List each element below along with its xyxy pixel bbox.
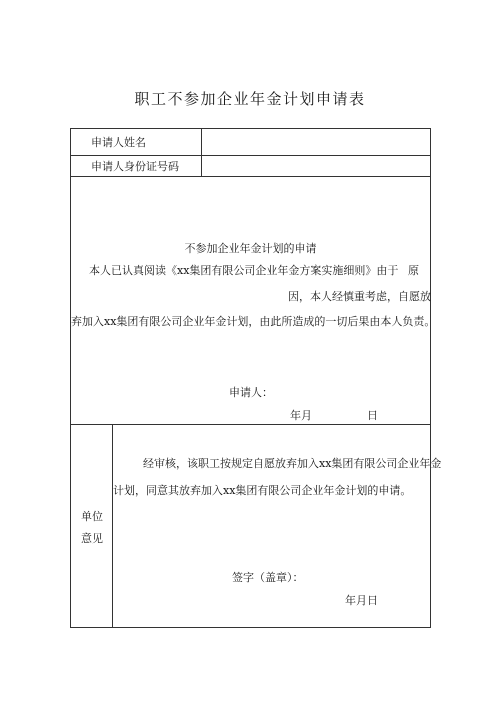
page-title: 职工不参加企业年金计划申请表: [134, 90, 366, 108]
unit-opinion-line-2: 计划，同意其放弃加入xx集团有限公司企业年金计划的申请。: [113, 484, 412, 497]
unit-label-line-2: 意见: [81, 532, 103, 545]
unit-sign-label: 签字（盖章）：: [232, 571, 304, 584]
declaration-line-1: 本人已认真阅读《xx集团有限公司企业年金方案实施细则》由于: [89, 264, 399, 277]
application-form: [70, 128, 442, 628]
row-divider-declaration: [71, 424, 430, 425]
applicant-date-month: 年月: [290, 409, 312, 422]
name-label: 申请人姓名: [91, 136, 146, 149]
declaration-line-2: 因，本人经慎重考虑，自愿放: [288, 290, 431, 303]
unit-sign-date: 年月日: [345, 594, 378, 607]
row-divider-name: [71, 155, 430, 156]
unit-opinion-line-1: 经审核，该职工按规定自愿放弃加入xx集团有限公司企业年金: [143, 457, 442, 470]
label-value-divider: [201, 129, 202, 176]
declaration-heading: 不参加企业年金计划的申请: [184, 242, 317, 255]
applicant-date-day: 日: [367, 409, 378, 422]
declaration-line-1-tail: 原: [408, 264, 419, 277]
unit-label-divider: [112, 424, 113, 628]
id-label: 申请人身份证号码: [91, 160, 179, 173]
applicant-label: 申请人：: [229, 386, 273, 399]
declaration-line-3: 弃加入xx集团有限公司企业年金计划，由此所造成的一切后果由本人负责。: [71, 315, 436, 328]
row-divider-id: [71, 176, 430, 177]
unit-label-line-1: 单位: [81, 510, 103, 523]
